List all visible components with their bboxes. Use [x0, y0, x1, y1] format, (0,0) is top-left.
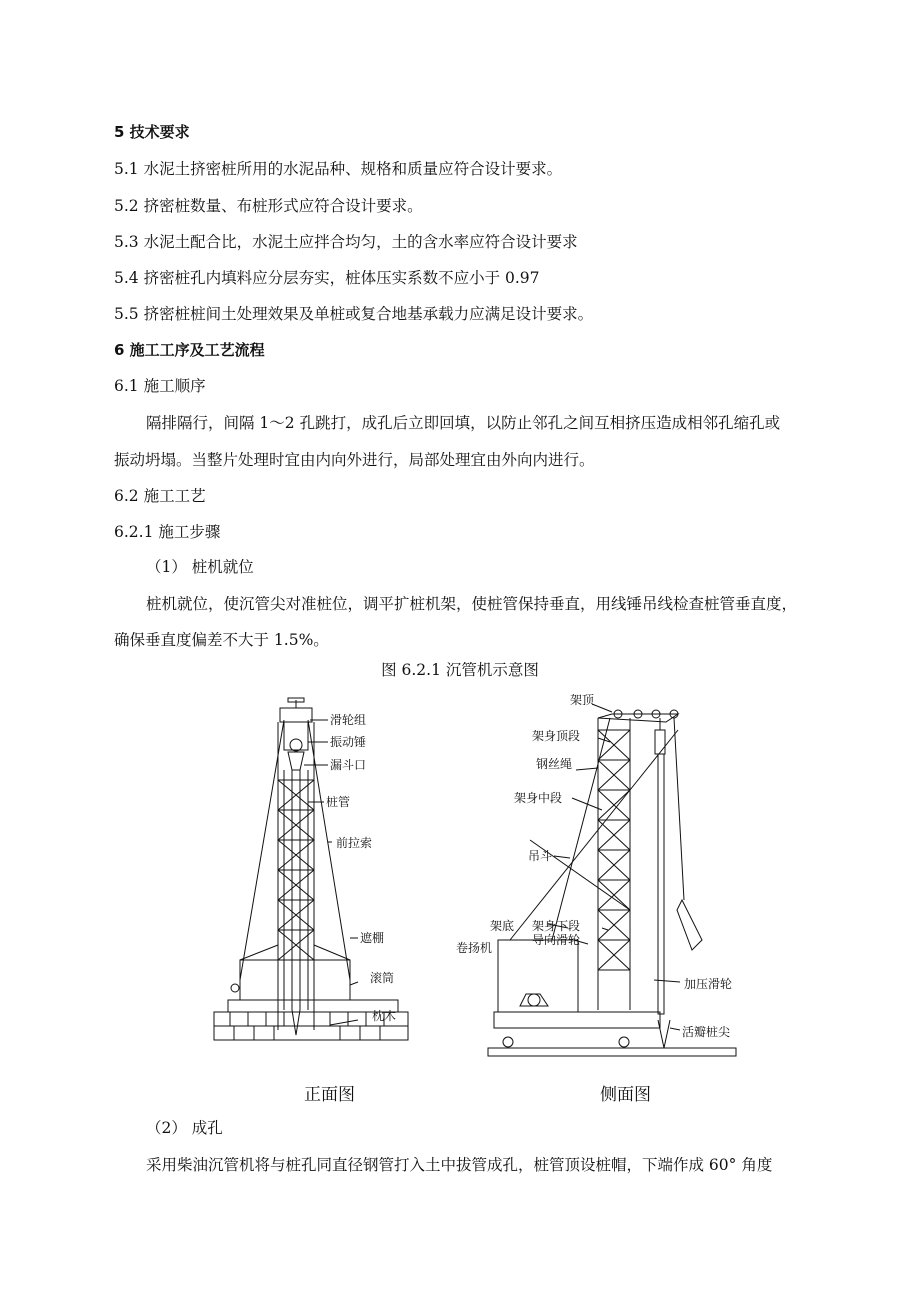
front-label-sleeper: 枕木: [372, 1009, 397, 1023]
para-6-1-body-1: 隔排隔行，间隔 1～2 孔跳打，成孔后立即回填，以防止邻孔之间互相挤压造成相邻孔缩孔或: [146, 414, 781, 432]
front-label-hopper: 漏斗口: [330, 758, 367, 772]
para-5-1: 5.1 水泥土挤密桩所用的水泥品种、规格和质量应符合设计要求。: [114, 160, 563, 178]
front-label-vibration-hammer: 振动锤: [330, 735, 367, 749]
side-label-frame-top: 架顶: [570, 693, 595, 707]
front-label-pile-pipe: 桩管: [326, 795, 351, 809]
side-label-frame-base: 架底: [490, 919, 515, 933]
front-view-label: 正面图: [304, 1085, 355, 1105]
step-1-title: （1） 桩机就位: [146, 558, 254, 576]
step-1-body-2: 确保垂直度偏差不大于 1.5%。: [114, 631, 329, 649]
para-5-4: 5.4 挤密桩孔内填料应分层夯实，桩体压实系数不应小于 0.97: [114, 269, 540, 287]
front-label-shed: 遮棚: [360, 931, 385, 945]
para-5-5: 5.5 挤密桩桩间土处理效果及单桩或复合地基承载力应满足设计要求。: [114, 305, 594, 323]
side-label-wire-rope: 钢丝绳: [536, 757, 573, 771]
para-6-2: 6.2 施工工艺: [114, 487, 206, 505]
side-view-diagram: [452, 690, 752, 1070]
side-label-bucket: 吊斗: [528, 849, 553, 863]
side-view-label: 侧面图: [600, 1085, 651, 1105]
side-label-winch: 卷扬机: [456, 941, 493, 955]
side-label-guide-pulley: 导向滑轮: [532, 933, 581, 947]
para-6-1: 6.1 施工顺序: [114, 377, 206, 395]
front-label-pulley-group: 滑轮组: [330, 713, 367, 727]
step-2-body-1: 采用柴油沉管机将与桩孔同直径钢管打入土中拔管成孔，桩管顶设桩帽，下端作成 60° 角度: [146, 1156, 773, 1174]
figure-caption: 图 6.2.1 沉管机示意图: [381, 661, 539, 679]
front-view-diagram: [200, 690, 430, 1070]
step-2-title: （2） 成孔: [146, 1119, 223, 1137]
front-label-drum: 滚筒: [370, 971, 395, 985]
section-6-title: 6 施工工序及工艺流程: [114, 341, 265, 359]
front-label-front-stay: 前拉索: [336, 836, 373, 850]
para-5-3: 5.3 水泥土配合比，水泥土应拌合均匀，土的含水率应符合设计要求: [114, 233, 578, 251]
para-6-1-body-2: 振动坍塌。当整片处理时宜由内向外进行，局部处理宜由外向内进行。: [114, 451, 595, 469]
para-6-2-1: 6.2.1 施工步骤: [114, 523, 221, 541]
side-label-pressure-pulley: 加压滑轮: [684, 977, 733, 991]
para-5-2: 5.2 挤密桩数量、布桩形式应符合设计要求。: [114, 197, 423, 215]
side-label-valve-pile-tip: 活瓣桩尖: [682, 1025, 731, 1039]
side-label-frame-top-section: 架身顶段: [532, 729, 581, 743]
side-label-frame-mid-section: 架身中段: [514, 791, 563, 805]
side-label-frame-lower-section: 架身下段: [532, 919, 581, 933]
section-5-title: 5 技术要求: [114, 123, 190, 141]
step-1-body-1: 桩机就位，使沉管尖对准桩位，调平扩桩机架，使桩管保持垂直，用线锤吊线检查桩管垂直度，: [146, 595, 798, 613]
